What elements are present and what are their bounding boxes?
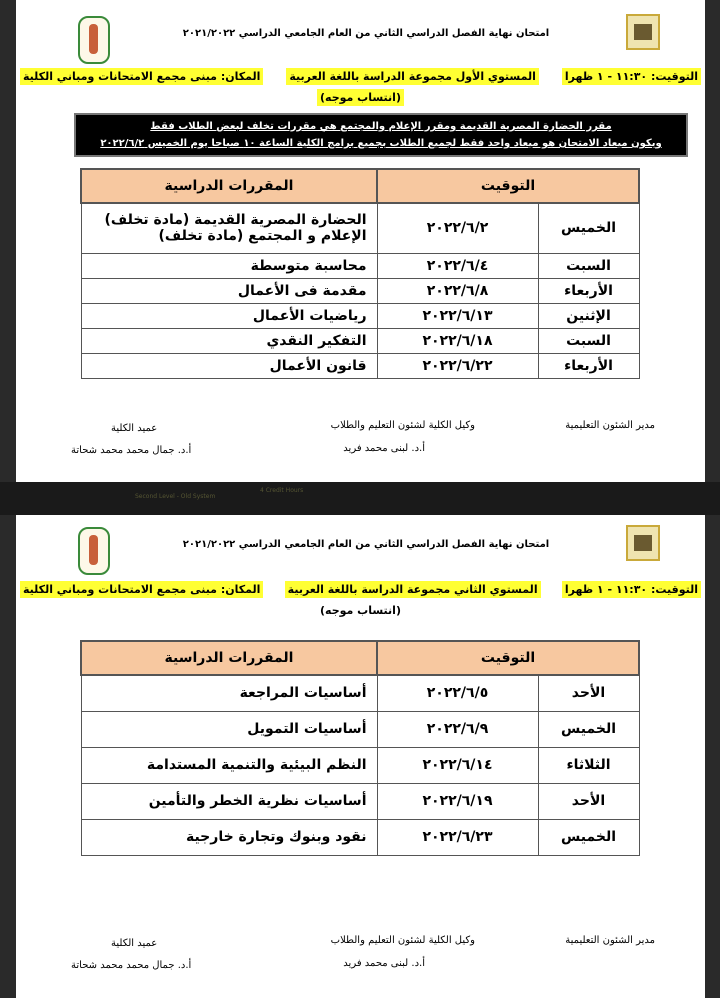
course-name: نقود وبنوك وتجارة خارجية [185, 829, 367, 845]
table-row [81, 203, 639, 253]
day-cell: الخميس [538, 203, 639, 253]
dean-title: عميد الكلية [111, 938, 158, 949]
schedule-table [80, 640, 640, 856]
day-cell: الخميس [538, 711, 639, 747]
courses-cell [81, 819, 377, 855]
study-mode-row [20, 602, 701, 619]
day-cell: الأربعاء [538, 353, 639, 378]
director-title: مدير الشئون التعليمية [565, 935, 655, 946]
table-row [81, 711, 639, 747]
table-header-row [81, 641, 639, 675]
course-name: أساسيات التمويل [247, 721, 367, 737]
page-title: امتحان نهاية الفصل الدراسي الثاني من العام الجامعي الدراسي ٢٠٢١/٢٠٢٢ [182, 539, 550, 550]
course-name: محاسبة متوسطة [250, 257, 367, 274]
date-cell: ٢٠٢٢/٦/٢٢ [377, 353, 538, 378]
course-name: النظم البيئية والتنمية المستدامة [146, 757, 367, 773]
vice-dean-name: أ.د. لبنى محمد فريد [343, 443, 425, 454]
courses-cell [81, 747, 377, 783]
exam-info-row [20, 581, 701, 619]
university-logo [626, 525, 660, 561]
director-title: مدير الشئون التعليمية [565, 420, 655, 431]
dean-name: أ.د. جمال محمد محمد شحاتة [71, 960, 192, 971]
day-cell: الأحد [538, 675, 639, 711]
header-courses: المقررات الدراسية [81, 641, 377, 675]
courses-cell [81, 203, 377, 253]
date-cell: ٢٠٢٢/٦/٢٣ [377, 819, 538, 855]
course-name: الإعلام و المجتمع (مادة تخلف) [158, 228, 367, 245]
table-row [81, 278, 639, 303]
study-mode: (انتساب موجه) [320, 604, 401, 617]
day-cell: الأربعاء [538, 278, 639, 303]
day-cell: الثلاثاء [538, 747, 639, 783]
date-cell: ٢٠٢٢/٦/١٤ [377, 747, 538, 783]
header-courses: المقررات الدراسية [81, 169, 377, 203]
table-row [81, 675, 639, 711]
courses-cell [81, 675, 377, 711]
course-name: رياضيات الأعمال [252, 307, 367, 324]
date-cell: ٢٠٢٢/٦/١٨ [377, 328, 538, 353]
exam-time: التوقيت: ١١:٣٠ - ١ ظهرا [562, 581, 701, 598]
vice-dean-name: أ.د. لبنى محمد فريد [343, 958, 425, 969]
page-title: امتحان نهاية الفصل الدراسي الثاني من العام الجامعي الدراسي ٢٠٢١/٢٠٢٢ [182, 28, 550, 39]
day-cell: الأحد [538, 783, 639, 819]
date-cell: ٢٠٢٢/٦/١٣ [377, 303, 538, 328]
date-cell: ٢٠٢٢/٦/٤ [377, 253, 538, 278]
university-logo [626, 14, 660, 50]
table-row [81, 328, 639, 353]
courses-cell [81, 783, 377, 819]
table-row [81, 303, 639, 328]
schedule-table [80, 168, 640, 379]
header-time: التوقيت [377, 169, 639, 203]
table-row [81, 747, 639, 783]
notice-box [74, 113, 688, 157]
date-cell: ٢٠٢٢/٦/٥ [377, 675, 538, 711]
date-cell: ٢٠٢٢/٦/١٩ [377, 783, 538, 819]
courses-cell [81, 253, 377, 278]
band-text: Second Level - Old System [135, 493, 216, 500]
day-cell: الإثنين [538, 303, 639, 328]
exam-level: المستوي الأول مجموعة الدراسة باللغة العربية [286, 68, 538, 85]
courses-cell [81, 711, 377, 747]
exam-time: التوقيت: ١١:٣٠ - ١ ظهرا [562, 68, 701, 85]
table-row [81, 819, 639, 855]
notice-line: ويكون ميعاد الامتحان هو ميعاد واحد فقط لجميع الطلاب بجميع برامج الكلية الساعة ١٠ صباحا يوم الخميس ٢٠٢٢/٦/٢ [100, 138, 662, 149]
day-cell: السبت [538, 253, 639, 278]
courses-cell [81, 353, 377, 378]
header-time: التوقيت [377, 641, 639, 675]
courses-cell [81, 328, 377, 353]
course-name: التفكير النقدي [266, 332, 367, 349]
course-name: أساسيات المراجعة [239, 685, 367, 702]
course-name: مقدمة فى الأعمال [237, 282, 367, 299]
study-mode-row [20, 89, 701, 106]
date-cell: ٢٠٢٢/٦/٨ [377, 278, 538, 303]
faculty-logo [78, 16, 110, 64]
course-name: أساسيات نظرية الخطر والتأمين [148, 793, 367, 809]
course-name: الحضارة المصرية القديمة (مادة تخلف) [104, 212, 367, 229]
vice-dean-title: وكيل الكلية لشئون التعليم والطلاب [330, 935, 475, 946]
table-row [81, 253, 639, 278]
faculty-logo [78, 527, 110, 575]
dean-name: أ.د. جمال محمد محمد شحاتة [71, 445, 192, 456]
separator-band [0, 482, 720, 515]
vice-dean-title: وكيل الكلية لشئون التعليم والطلاب [330, 420, 475, 431]
exam-level: المستوي الثاني مجموعة الدراسة باللغة العربية [285, 581, 541, 598]
exam-place: المكان: مبنى مجمع الامتحانات ومباني الكلية [20, 68, 263, 85]
courses-cell [81, 303, 377, 328]
table-header-row [81, 169, 639, 203]
date-cell: ٢٠٢٢/٦/٢ [377, 203, 538, 253]
band-text: 4 Credit Hours [260, 487, 304, 494]
day-cell: الخميس [538, 819, 639, 855]
exam-schedule-page-2 [16, 515, 705, 998]
course-name: قانون الأعمال [269, 357, 367, 374]
notice-line: مقرر الحضارة المصرية القديمة ومقرر الإعلام والمجتمع هي مقررات تخلف لبعض الطلاب فقط [150, 121, 612, 132]
day-cell: السبت [538, 328, 639, 353]
study-mode: (انتساب موجه) [317, 89, 404, 106]
courses-cell [81, 278, 377, 303]
table-row [81, 353, 639, 378]
exam-info-row [20, 68, 701, 106]
table-row [81, 783, 639, 819]
date-cell: ٢٠٢٢/٦/٩ [377, 711, 538, 747]
exam-place: المكان: مبنى مجمع الامتحانات ومباني الكلية [20, 581, 263, 598]
dean-title: عميد الكلية [111, 423, 158, 434]
exam-schedule-page-1 [16, 0, 705, 482]
